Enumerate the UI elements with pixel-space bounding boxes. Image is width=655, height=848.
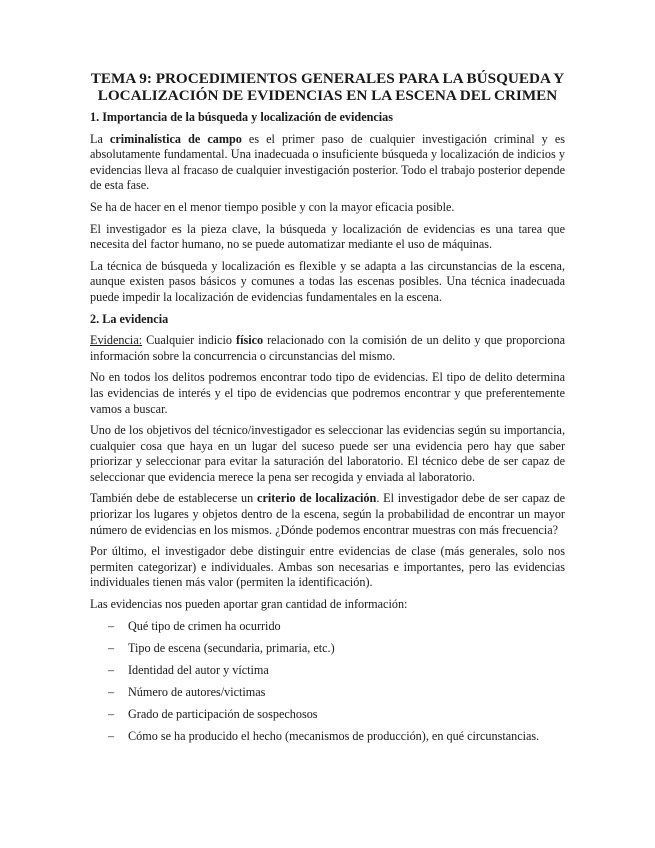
list-item-text: Identidad del autor y víctima: [128, 662, 269, 677]
section-2-heading: 2. La evidencia: [90, 311, 169, 326]
section-2-paragraph-5: Por último, el investigador debe distinguir entre evidencias de clase (más generales, solo nos permiten categorizar) e individuales. Ambas son necesarias e importantes, pero las evidencias individuales tienen más valor (permiten la identificación).: [90, 544, 565, 590]
section-1-paragraph-1: [90, 132, 565, 194]
text-run: Cualquier indicio: [142, 333, 237, 348]
section-2-paragraph-2: No en todos los delitos podremos encontrar todo tipo de evidencias. El tipo de delito determina las evidencias de interés y el tipo de evidencias que podremos encontrar y que preferentemente vamos a buscar.: [90, 370, 565, 416]
list-item: [90, 663, 565, 679]
definition-paragraph: [90, 333, 565, 364]
text-run: . El investigador debe de ser capaz de priorizar los lugares y objetos dentro de la escena, según la probabilidad de encontrar un mayor número de evidencias en los mismos. ¿Dónde podemos encontrar muestras con más frecuencia?: [90, 491, 565, 537]
list-item-text: Grado de participación de sospechosos: [128, 707, 318, 721]
bold-term: físico: [236, 333, 264, 348]
dash-bullet: –: [108, 662, 115, 677]
text-run: La: [90, 131, 110, 146]
list-item: [90, 707, 565, 723]
section-1-paragraph-2: Se ha de hacer en el menor tiempo posible y con la mayor eficacia posible.: [90, 199, 455, 214]
dash-bullet: –: [108, 707, 115, 721]
list-item: [90, 619, 565, 635]
document-title: [90, 70, 565, 104]
bold-term: criterio de localización: [257, 491, 377, 506]
list-item: [90, 729, 565, 745]
list-item-text: Qué tipo de crimen ha ocurrido: [128, 618, 281, 633]
section-1-heading: 1. Importancia de la búsqueda y localización de evidencias: [90, 110, 394, 124]
dash-bullet: –: [108, 729, 115, 744]
text-run: es el primer paso de cualquier investigación criminal y es absolutamente fundamental. Una inadecuada o insuficiente búsqueda y localización de indicios y evidencias lleva al fracaso de cualquier investigación posterior. Todo el trabajo posterior depende de esta fase.: [90, 131, 565, 193]
text-run: relacionado con la comisión de un delito y que proporciona información sobre la concurrencia o circunstancias del mismo.: [90, 333, 565, 363]
list-item: [90, 641, 565, 657]
dash-bullet: –: [108, 684, 115, 699]
list-item-text: Tipo de escena (secundaria, primaria, etc.): [128, 640, 335, 655]
section-1-paragraph-4: La técnica de búsqueda y localización es flexible y se adapta a las circunstancias de la escena, aunque existen pasos básicos y comunes a todas las escenas posibles. Una técnica inadecuada puede impedir la localización de evidencias fundamentales en la escena.: [90, 258, 565, 304]
dash-bullet: –: [108, 618, 115, 633]
section-2-paragraph-4: [90, 491, 565, 538]
information-list: [90, 619, 565, 745]
definition-term: Evidencia:: [90, 333, 143, 348]
section-2-paragraph-3: Uno de los objetivos del técnico/investigador es seleccionar las evidencias según su importancia, cualquier cosa que haya en un lugar del suceso puede ser una evidencia pero hay que saber priorizar y seleccionar para evitar la saturación del laboratorio. El técnico debe de ser capaz de seleccionar que evidencia merece la pena ser recogida y enviada al laboratorio.: [90, 423, 565, 484]
list-item-text: Número de autores/victimas: [128, 684, 266, 699]
list-item-text: Cómo se ha producido el hecho (mecanismos de producción), en qué circunstancias.: [128, 729, 540, 744]
section-1-paragraph-3: El investigador es la pieza clave, la búsqueda y localización de evidencias es una tarea que necesita del factor humano, no se puede automatizar mediante el uso de máquinas.: [90, 221, 565, 252]
title-line-2: LOCALIZACIÓN DE EVIDENCIAS EN LA ESCENA DEL CRIMEN: [97, 87, 558, 104]
title-line-1: TEMA 9: PROCEDIMIENTOS GENERALES PARA LA BÚSQUEDA Y: [90, 70, 565, 87]
text-run: También debe de establecerse un: [90, 491, 258, 506]
dash-bullet: –: [108, 640, 115, 655]
bold-term: criminalística de campo: [109, 131, 242, 146]
list-item: [90, 685, 565, 701]
section-2-paragraph-6: Las evidencias nos pueden aportar gran cantidad de información:: [90, 597, 408, 612]
